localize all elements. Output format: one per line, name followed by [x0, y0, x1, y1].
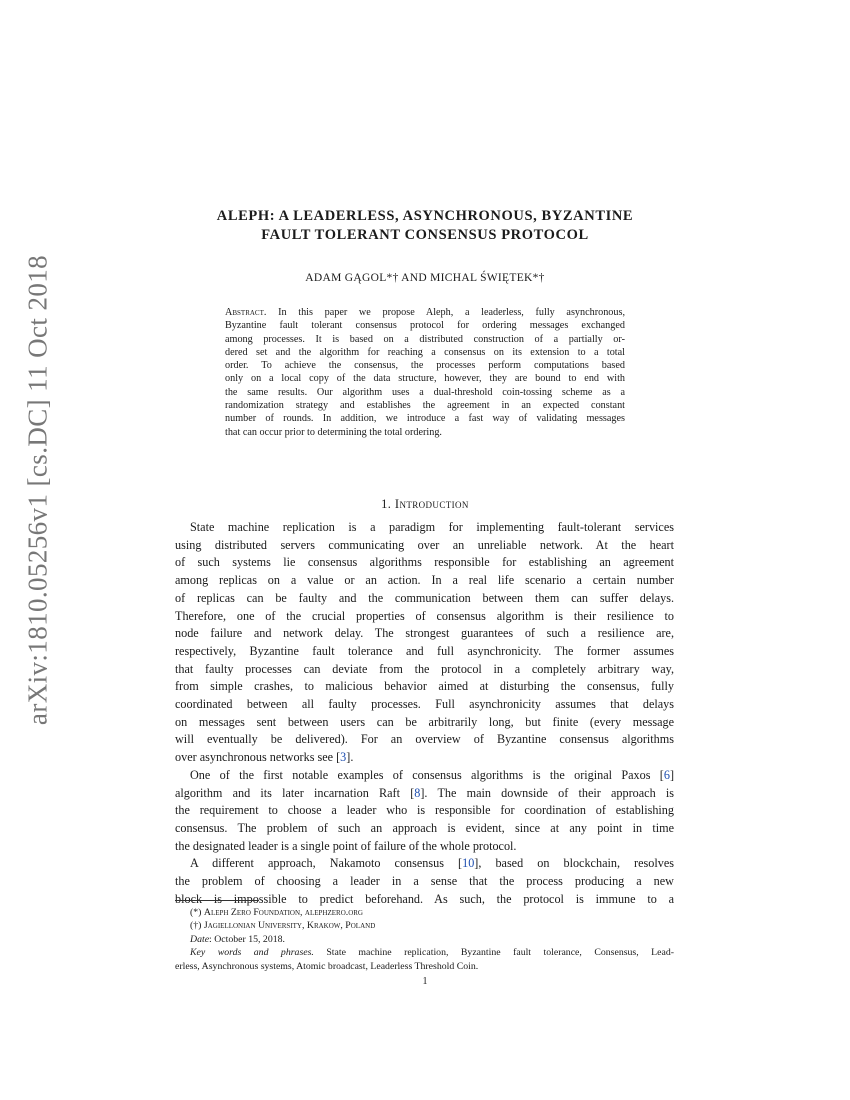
body-line: using distributed servers communicating over an unreliable network. At the heart — [175, 537, 674, 552]
body-text-fragment: ] — [669, 767, 674, 782]
body-text-fragment: One of the first notable examples of consensus algorithms is the original Paxos [ — [190, 767, 664, 782]
title-line-1: ALEPH: A LEADERLESS, ASYNCHRONOUS, BYZANTINE — [216, 208, 634, 224]
citation-link[interactable]: 3 — [340, 750, 347, 765]
abstract-line: that can occur prior to determining the total ordering. — [225, 426, 442, 438]
body-line — [175, 855, 674, 873]
body-text-fragment: ]. The main downside of their approach is — [420, 785, 674, 800]
body-line — [175, 785, 674, 803]
body-line — [175, 767, 674, 785]
footnote-mark: (*) — [190, 907, 202, 918]
body-line: among replicas on a value or an action. In a real life scenario a certain number — [175, 573, 674, 588]
body-line: node failure and network delay. The strongest guarantees of such a resilience are, — [175, 626, 674, 641]
abstract-line: order. To achieve the consensus, the processes perform computations based — [225, 360, 625, 372]
body-line: respectively, Byzantine fault tolerance and full asynchronicity. The former assumes — [175, 643, 674, 658]
footnote-mark: (†) — [190, 920, 202, 932]
citation-link[interactable]: 10 — [462, 856, 475, 871]
footnote-keywords — [175, 946, 674, 959]
body-line: block is impossible to predict beforehand. As such, the protocol is immune to a — [175, 891, 674, 906]
body-line: that faulty processes can deviate from the protocol in a completely arbitrary way, — [175, 661, 674, 676]
abstract-line: dered set and the algorithm for reaching a consensus on its extension to a total — [225, 346, 625, 358]
section-number: 1. — [381, 497, 392, 511]
section-heading — [150, 497, 700, 512]
abstract-line: In this paper we propose Aleph, a leaderless, fully asynchronous, — [278, 307, 625, 318]
abstract-line: number of rounds. In addition, we introduce a fast way of validating messages — [225, 413, 625, 425]
body-line: of such systems lie consensus algorithms responsible for establishing an agreement — [175, 555, 674, 570]
body-line: the requirement to choose a leader who is responsible for coordination of establishing — [175, 803, 674, 818]
section-title: Introduction — [394, 497, 469, 511]
body-line: will eventually be delivered). For an overview of Byzantine consensus algorithms — [175, 732, 674, 747]
body-line: on messages sent between users can be arbitrarily long, but finite (every message — [175, 714, 674, 729]
footnotes — [175, 906, 674, 973]
date-label: Date — [190, 933, 210, 945]
abstract — [225, 306, 625, 439]
body-text-fragment: A different approach, Nakamoto consensus [ — [190, 856, 463, 871]
keywords-label: Key words and phrases. — [190, 947, 314, 959]
body-line: from simple crashes, to malicious behavior aimed at disturbing the consensus, fully — [175, 679, 674, 694]
paper-title — [150, 207, 700, 245]
page-number: 1 — [422, 976, 428, 987]
abstract-line: among processes. It is based on a distributed construction of a partially or- — [225, 333, 625, 345]
footnote-date — [175, 933, 674, 946]
body-line: coordinated between all faulty processes. Full asynchronicity assumes that delays — [175, 697, 674, 712]
footnote-text: Jagiellonian University, Krakow, Poland — [203, 920, 376, 932]
body-text-fragment: ], based on blockchain, resolves — [474, 856, 674, 871]
abstract-line: Byzantine fault tolerant consensus protocol for ordering messages exchanged — [225, 320, 625, 332]
body-line: the problem of choosing a leader in a sense that the process producing a new — [175, 874, 674, 889]
citation-link[interactable]: 6 — [663, 767, 670, 782]
footnote-affiliation — [175, 906, 674, 919]
footnote-affiliation — [175, 919, 674, 932]
abstract-line: only on a local copy of the data structure, however, they are bound to end with — [225, 373, 625, 385]
body-line: Therefore, one of the crucial properties of consensus algorithm is their resilience to — [175, 608, 674, 623]
title-line-2: FAULT TOLERANT CONSENSUS PROTOCOL — [261, 227, 589, 243]
abstract-line: the same results. Our algorithm uses a dual-threshold coin-tossing scheme as a — [225, 386, 625, 398]
arxiv-identifier: arXiv:1810.05256v1 [cs.DC] 11 Oct 2018 — [22, 254, 53, 726]
citation-link[interactable]: 8 — [414, 785, 421, 800]
abstract-label: Abstract. — [225, 307, 267, 318]
body-text-fragment: over asynchronous networks see [ — [175, 750, 341, 765]
body-line: consensus. The problem of such an approach is evident, since at any point in time — [175, 820, 674, 835]
authors: ADAM GĄGOL*† AND MICHAL ŚWIĘTEK*† — [305, 272, 545, 284]
body-line — [175, 749, 674, 767]
date-value: : October 15, 2018. — [209, 933, 285, 945]
body-line: State machine replication is a paradigm for implementing fault-tolerant services — [190, 520, 674, 534]
body-text — [175, 519, 674, 908]
footnote-rule — [175, 900, 259, 901]
body-line: the designated leader is a single point of failure of the whole protocol. — [175, 838, 517, 853]
footnote-text: Aleph Zero Foundation, alephzero.org — [203, 907, 363, 918]
keywords-text: State machine replication, Byzantine fault tolerance, Consensus, Lead- — [326, 947, 674, 959]
abstract-line: randomization strategy and establishes the agreement in an expected constant — [225, 400, 625, 412]
body-text-fragment: ]. — [346, 750, 354, 765]
footnote-keywords: erless, Asynchronous systems, Atomic broadcast, Leaderless Threshold Coin. — [175, 960, 479, 972]
body-text-fragment: algorithm and its later incarnation Raft [ — [175, 785, 415, 800]
body-line: of replicas can be faulty and the communication between them can suffer delays. — [175, 590, 674, 605]
